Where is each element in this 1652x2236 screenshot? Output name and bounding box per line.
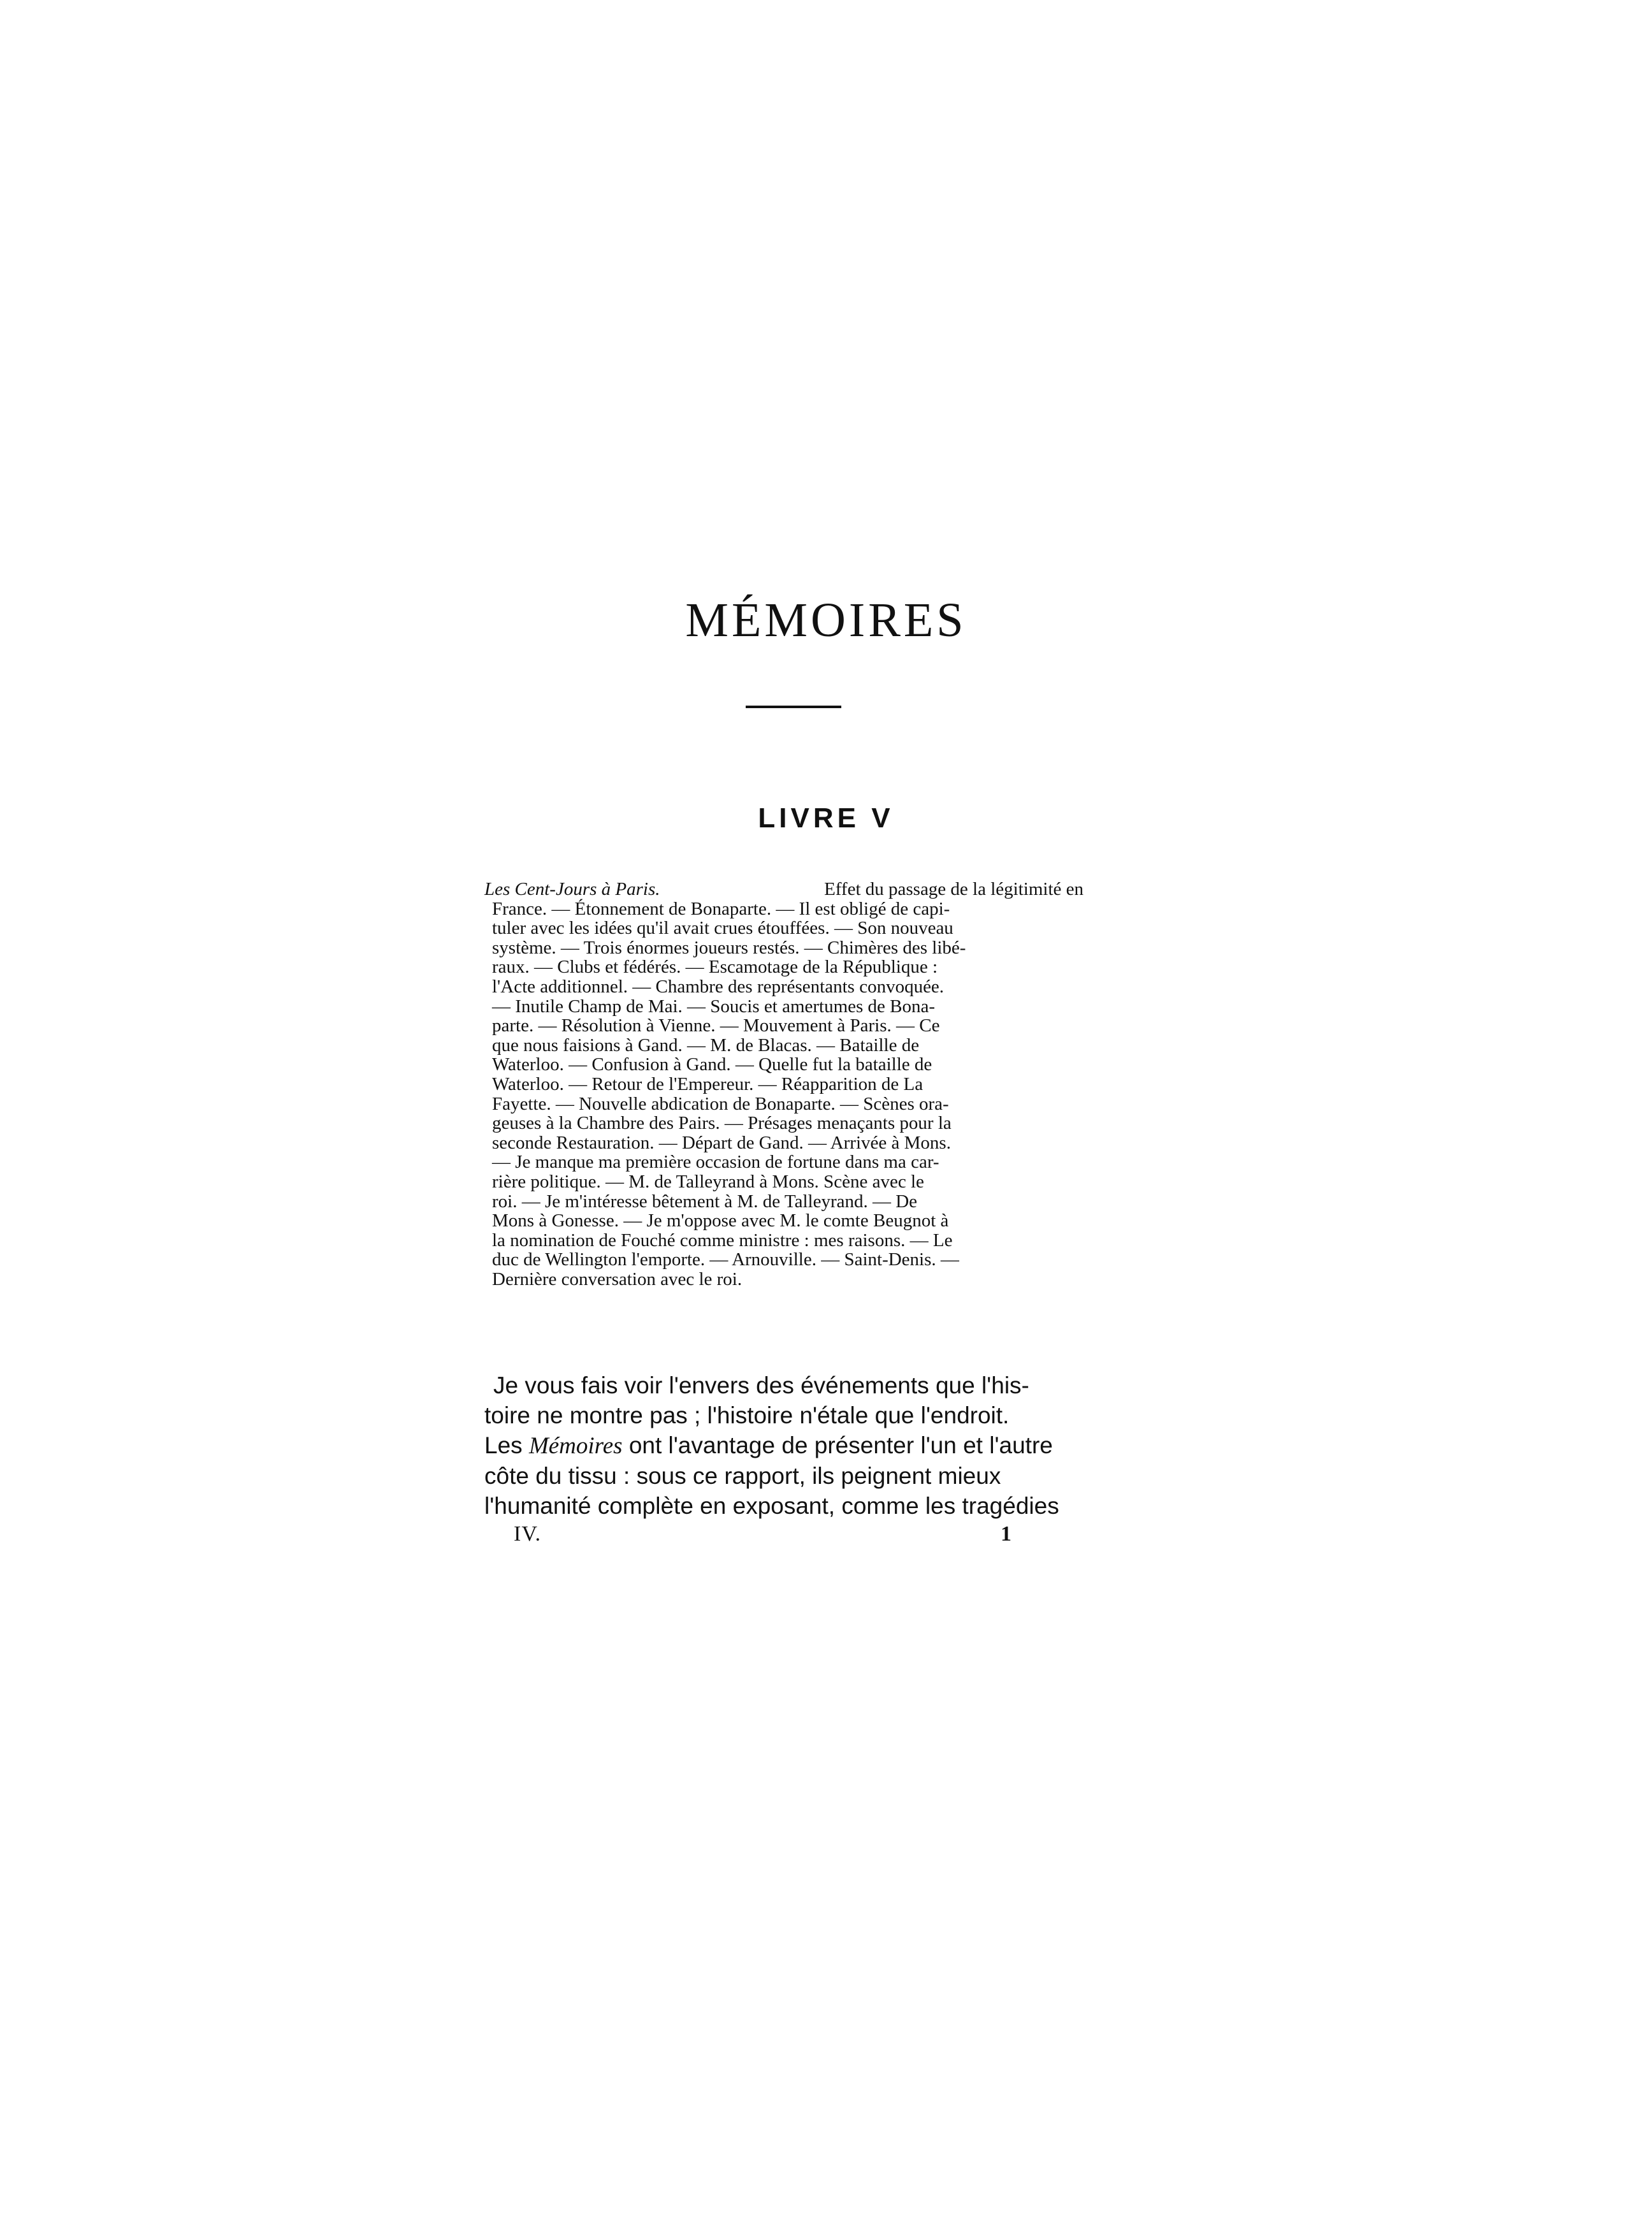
summary-line-text: que nous faisions à Gand. — M. de Blacas. — Bataille de bbox=[492, 1035, 920, 1056]
summary-line bbox=[484, 899, 1083, 919]
summary-line bbox=[484, 1016, 1083, 1036]
chapter-summary bbox=[484, 880, 1083, 1289]
summary-line bbox=[484, 997, 1083, 1017]
summary-line-text: Mons à Gonesse. — Je m'oppose avec M. le comte Beugnot à bbox=[492, 1210, 949, 1231]
summary-line-text: — Je manque ma première occasion de fortune dans ma car- bbox=[492, 1152, 939, 1173]
summary-line bbox=[484, 880, 1083, 899]
summary-line-text: rière politique. — M. de Talleyrand à Mons. Scène avec le bbox=[492, 1171, 924, 1192]
summary-line-text: la nomination de Fouché comme ministre : mes raisons. — Le bbox=[492, 1230, 953, 1251]
summary-line bbox=[484, 957, 1083, 977]
body-line-text: l'humanité complète en exposant, comme les tragédies bbox=[484, 1493, 1059, 1519]
summary-line-text: — Inutile Champ de Mai. — Soucis et amertumes de Bona- bbox=[492, 996, 936, 1017]
summary-line bbox=[484, 1231, 1083, 1251]
body-line bbox=[484, 1370, 1083, 1400]
summary-line bbox=[484, 1211, 1083, 1231]
summary-line-text: seconde Restauration. — Départ de Gand. — Arrivée à Mons. bbox=[492, 1132, 951, 1153]
summary-line-text: geuses à la Chambre des Pairs. — Présages menaçants pour la bbox=[492, 1113, 952, 1134]
page-title: MÉMOIRES bbox=[685, 593, 967, 647]
summary-line-text: Fayette. — Nouvelle abdication de Bonaparte. — Scènes ora- bbox=[492, 1093, 949, 1114]
body-line-text bbox=[484, 1430, 1053, 1461]
summary-line-text: parte. — Résolution à Vienne. — Mouvement à Paris. — Ce bbox=[492, 1015, 940, 1036]
summary-line-text: roi. — Je m'intéresse bêtement à M. de Talleyrand. — De bbox=[492, 1191, 918, 1212]
chapter-heading: LIVRE V bbox=[758, 802, 894, 834]
summary-line-text: Effet du passage de la légitimité en bbox=[824, 879, 1083, 899]
summary-line-text: l'Acte additionnel. — Chambre des représentants convoquée. bbox=[492, 976, 945, 997]
summary-line bbox=[484, 1192, 1083, 1212]
body-line-text: toire ne montre pas ; l'histoire n'étale que l'endroit. bbox=[484, 1402, 1010, 1428]
summary-line-text: système. — Trois énormes joueurs restés. — Chimères des libé- bbox=[492, 937, 966, 958]
summary-line-text: Waterloo. — Retour de l'Empereur. — Réapparition de La bbox=[492, 1073, 924, 1094]
summary-line bbox=[484, 1152, 1083, 1172]
body-line bbox=[484, 1461, 1083, 1491]
body-line-text: Je vous fais voir l'envers des événements que l'his- bbox=[493, 1372, 1029, 1398]
summary-line bbox=[484, 1114, 1083, 1133]
title-divider bbox=[746, 706, 841, 708]
summary-line-text: France. — Étonnement de Bonaparte. — Il est obligé de capi- bbox=[492, 898, 950, 919]
summary-line-text: duc de Wellington l'emporte. — Arnouville. — Saint-Denis. — bbox=[492, 1249, 959, 1270]
summary-line bbox=[484, 1270, 1083, 1289]
summary-line bbox=[484, 1075, 1083, 1094]
summary-line-text: tuler avec les idées qu'il avait crues étouffées. — Son nouveau bbox=[492, 918, 953, 939]
summary-line bbox=[484, 1055, 1083, 1075]
summary-line bbox=[484, 1133, 1083, 1153]
body-line-before: Les bbox=[484, 1432, 523, 1458]
summary-line bbox=[484, 1250, 1083, 1270]
summary-line bbox=[484, 938, 1083, 958]
summary-line bbox=[484, 1094, 1083, 1114]
body-line bbox=[484, 1491, 1083, 1521]
summary-line-text: raux. — Clubs et fédérés. — Escamotage de la République : bbox=[492, 957, 938, 978]
memoires-italic: Mémoires bbox=[528, 1433, 623, 1459]
page-number: 1 bbox=[1001, 1522, 1011, 1546]
summary-italic-heading: Les Cent-Jours à Paris. bbox=[484, 879, 660, 899]
body-line-after: ont l'avantage de présenter l'un et l'autre bbox=[628, 1432, 1053, 1458]
body-line bbox=[484, 1400, 1083, 1430]
body-paragraph bbox=[484, 1370, 1083, 1521]
summary-line bbox=[484, 1036, 1083, 1056]
summary-line bbox=[484, 977, 1083, 997]
signature-mark: IV. bbox=[514, 1522, 541, 1546]
summary-line-text: Waterloo. — Confusion à Gand. — Quelle fut la bataille de bbox=[492, 1054, 932, 1075]
summary-line-text: Dernière conversation avec le roi. bbox=[492, 1268, 743, 1289]
summary-line bbox=[484, 918, 1083, 938]
summary-line bbox=[484, 1172, 1083, 1192]
body-line bbox=[484, 1430, 1083, 1461]
body-line-text: côte du tissu : sous ce rapport, ils peignent mieux bbox=[484, 1463, 1001, 1489]
